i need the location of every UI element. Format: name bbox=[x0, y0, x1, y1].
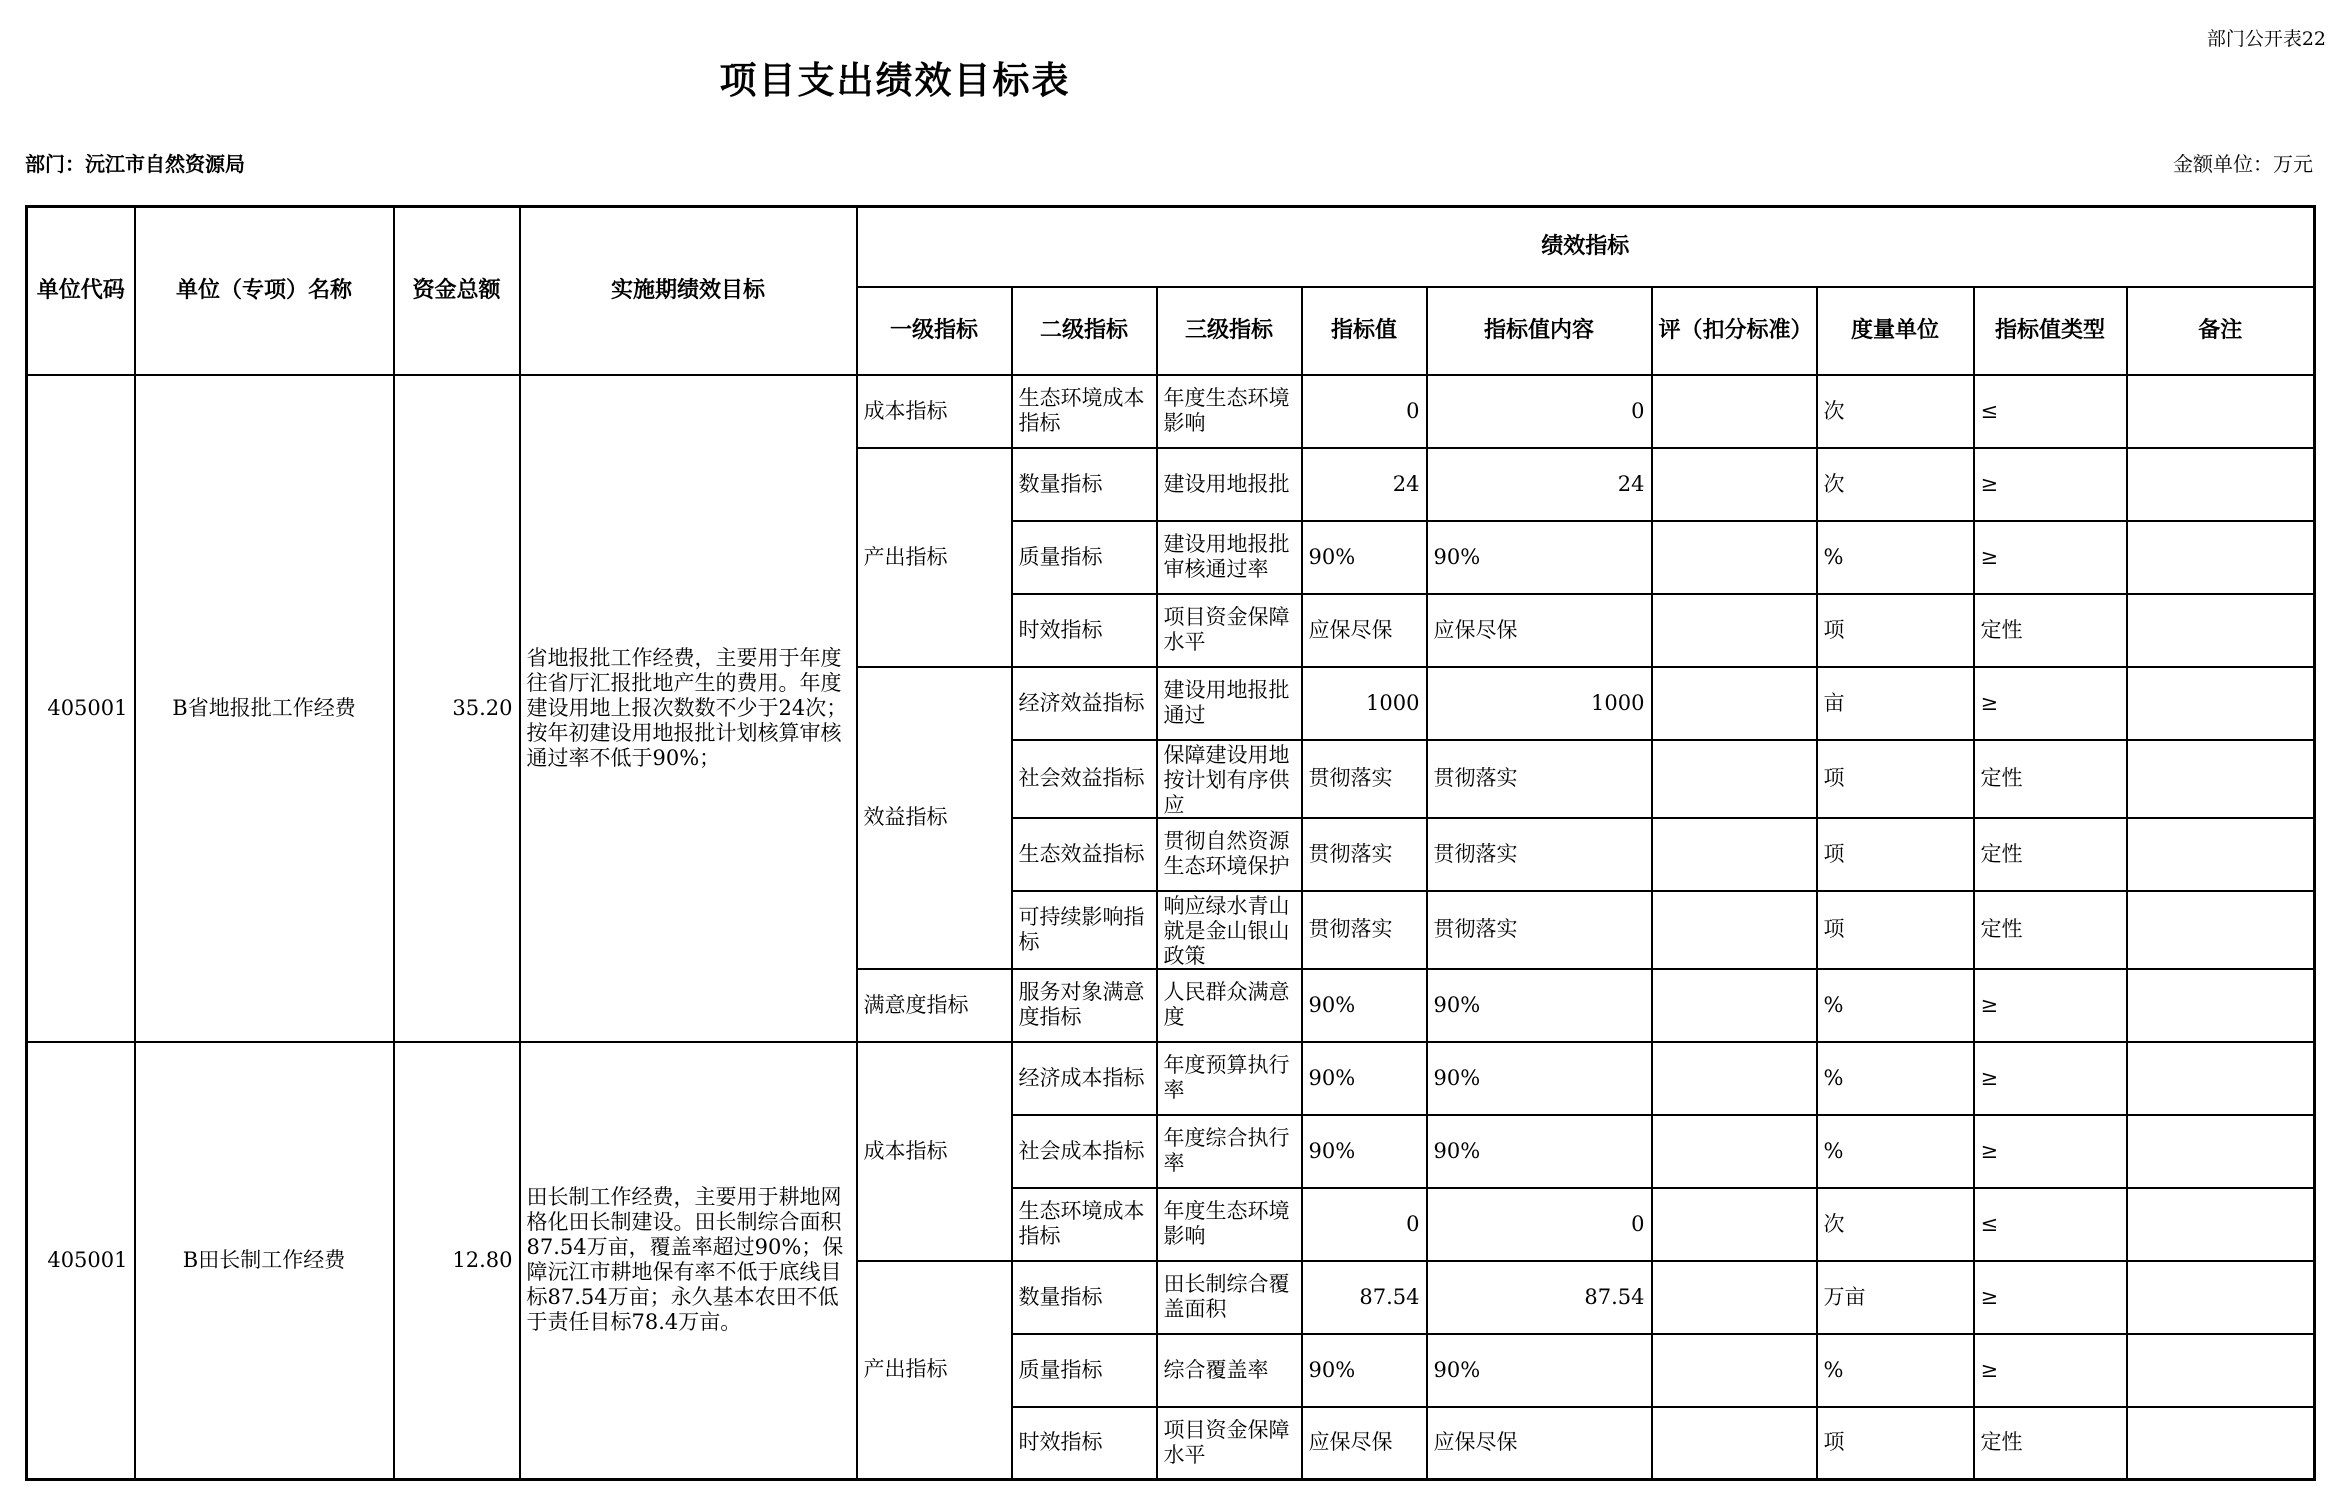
value-content-cell: 0 bbox=[1427, 375, 1652, 448]
level3-text: 建设用地报批 bbox=[1163, 471, 1290, 496]
level2-cell: 社会成本指标 bbox=[1012, 1115, 1157, 1188]
value-content-cell: 90% bbox=[1427, 1042, 1652, 1115]
value-type-cell: ≥ bbox=[1974, 448, 2127, 521]
measure-unit-cell: % bbox=[1817, 521, 1974, 594]
header-measure-unit: 度量单位 bbox=[1817, 287, 1974, 375]
remark-cell bbox=[2127, 818, 2315, 891]
deduction-cell bbox=[1652, 969, 1817, 1042]
table-row bbox=[27, 1042, 2315, 1115]
period-goal-cell: 田长制工作经费，主要用于耕地网格化田长制建设。田长制综合面积87.54万亩，覆盖率超过90%；保障沅江市耕地保有率不低于底线目标87.54万亩；永久基本农田不低于责任目标78.4万亩。 bbox=[520, 1042, 857, 1480]
header-total-funds: 资金总额 bbox=[394, 207, 520, 375]
header-level2: 二级指标 bbox=[1012, 287, 1157, 375]
deduction-cell bbox=[1652, 594, 1817, 667]
level2-cell: 数量指标 bbox=[1012, 1261, 1157, 1334]
value-type-cell: 定性 bbox=[1974, 891, 2127, 969]
deduction-cell bbox=[1652, 1115, 1817, 1188]
value-content-cell: 90% bbox=[1427, 1334, 1652, 1407]
header-perf-group: 绩效指标 bbox=[857, 207, 2315, 287]
value-type-cell: 定性 bbox=[1974, 594, 2127, 667]
page-title: 项目支出绩效目标表 bbox=[719, 58, 1071, 102]
value-cell: 应保尽保 bbox=[1302, 1407, 1427, 1480]
deduction-cell bbox=[1652, 375, 1817, 448]
value-cell: 90% bbox=[1302, 1334, 1427, 1407]
level1-cell: 产出指标 bbox=[857, 448, 1012, 667]
header-unit-code: 单位代码 bbox=[27, 207, 135, 375]
header-value-content: 指标值内容 bbox=[1427, 287, 1652, 375]
value-type-cell: 定性 bbox=[1974, 818, 2127, 891]
level3-cell bbox=[1157, 521, 1302, 594]
value-cell: 0 bbox=[1302, 375, 1427, 448]
level3-cell bbox=[1157, 740, 1302, 818]
department-label: 部门：沅江市自然资源局 bbox=[25, 152, 245, 176]
remark-cell bbox=[2127, 1407, 2315, 1480]
value-cell: 87.54 bbox=[1302, 1261, 1427, 1334]
remark-cell bbox=[2127, 891, 2315, 969]
level3-cell bbox=[1157, 594, 1302, 667]
level3-cell bbox=[1157, 969, 1302, 1042]
value-cell: 贯彻落实 bbox=[1302, 818, 1427, 891]
value-cell: 90% bbox=[1302, 1042, 1427, 1115]
level2-cell: 时效指标 bbox=[1012, 1407, 1157, 1480]
value-cell: 24 bbox=[1302, 448, 1427, 521]
period-goal-cell: 省地报批工作经费，主要用于年度往省厅汇报批地产生的费用。年度建设用地上报次数数不少于24次；按年初建设用地报批计划核算审核通过率不低于90%； bbox=[520, 375, 857, 1042]
remark-cell bbox=[2127, 740, 2315, 818]
value-cell: 0 bbox=[1302, 1188, 1427, 1261]
level3-cell bbox=[1157, 891, 1302, 969]
level1-cell: 成本指标 bbox=[857, 375, 1012, 448]
performance-target-table bbox=[25, 205, 2316, 1481]
value-content-cell: 贯彻落实 bbox=[1427, 818, 1652, 891]
deduction-cell bbox=[1652, 891, 1817, 969]
measure-unit-cell: 次 bbox=[1817, 448, 1974, 521]
measure-unit-cell: % bbox=[1817, 1334, 1974, 1407]
header-deduction: 评（扣分标准） bbox=[1652, 287, 1817, 375]
measure-unit-cell: % bbox=[1817, 1042, 1974, 1115]
unit-code-cell: 405001 bbox=[27, 1042, 135, 1480]
level3-text: 年度生态环境影响 bbox=[1163, 1199, 1290, 1248]
remark-cell bbox=[2127, 667, 2315, 740]
level3-text: 年度预算执行率 bbox=[1163, 1053, 1290, 1102]
level1-cell: 成本指标 bbox=[857, 1042, 1012, 1261]
header-unit-name: 单位（专项）名称 bbox=[135, 207, 394, 375]
remark-cell bbox=[2127, 1261, 2315, 1334]
value-content-cell: 87.54 bbox=[1427, 1261, 1652, 1334]
value-type-cell: 定性 bbox=[1974, 740, 2127, 818]
deduction-cell bbox=[1652, 521, 1817, 594]
measure-unit-cell: 亩 bbox=[1817, 667, 1974, 740]
value-type-cell: ≥ bbox=[1974, 1334, 2127, 1407]
header-remark: 备注 bbox=[2127, 287, 2315, 375]
level2-cell: 时效指标 bbox=[1012, 594, 1157, 667]
value-cell: 贯彻落实 bbox=[1302, 891, 1427, 969]
amount-unit-label: 金额单位：万元 bbox=[2173, 152, 2313, 176]
remark-cell bbox=[2127, 1334, 2315, 1407]
header-level1: 一级指标 bbox=[857, 287, 1012, 375]
value-type-cell: ≥ bbox=[1974, 667, 2127, 740]
deduction-cell bbox=[1652, 1261, 1817, 1334]
deduction-cell bbox=[1652, 740, 1817, 818]
level2-cell: 质量指标 bbox=[1012, 1334, 1157, 1407]
value-type-cell: 定性 bbox=[1974, 1407, 2127, 1480]
level3-text: 年度生态环境影响 bbox=[1163, 386, 1290, 435]
header-period-goal: 实施期绩效目标 bbox=[520, 207, 857, 375]
level3-text: 响应绿水青山就是金山银山政策 bbox=[1163, 893, 1290, 966]
table-row bbox=[27, 375, 2315, 448]
header-value-type: 指标值类型 bbox=[1974, 287, 2127, 375]
level3-cell bbox=[1157, 1407, 1302, 1480]
value-content-cell: 贯彻落实 bbox=[1427, 740, 1652, 818]
remark-cell bbox=[2127, 1188, 2315, 1261]
unit-name-cell: B省地报批工作经费 bbox=[135, 375, 394, 1042]
level3-text: 建设用地报批通过 bbox=[1163, 678, 1290, 727]
deduction-cell bbox=[1652, 448, 1817, 521]
remark-cell bbox=[2127, 1115, 2315, 1188]
value-cell: 90% bbox=[1302, 1115, 1427, 1188]
level2-cell: 质量指标 bbox=[1012, 521, 1157, 594]
remark-cell bbox=[2127, 1042, 2315, 1115]
deduction-cell bbox=[1652, 1334, 1817, 1407]
value-content-cell: 1000 bbox=[1427, 667, 1652, 740]
level3-cell bbox=[1157, 1188, 1302, 1261]
remark-cell bbox=[2127, 448, 2315, 521]
level2-cell: 生态环境成本指标 bbox=[1012, 1188, 1157, 1261]
level3-text: 综合覆盖率 bbox=[1163, 1357, 1269, 1382]
header-value: 指标值 bbox=[1302, 287, 1427, 375]
measure-unit-cell: 次 bbox=[1817, 375, 1974, 448]
measure-unit-cell: 万亩 bbox=[1817, 1261, 1974, 1334]
level2-cell: 经济效益指标 bbox=[1012, 667, 1157, 740]
value-type-cell: ≥ bbox=[1974, 1115, 2127, 1188]
level3-text: 年度综合执行率 bbox=[1163, 1126, 1290, 1175]
level1-cell: 效益指标 bbox=[857, 667, 1012, 969]
measure-unit-cell: % bbox=[1817, 969, 1974, 1042]
value-type-cell: ≤ bbox=[1974, 1188, 2127, 1261]
header-level3: 三级指标 bbox=[1157, 287, 1302, 375]
level3-cell bbox=[1157, 1334, 1302, 1407]
level1-cell: 满意度指标 bbox=[857, 969, 1012, 1042]
level3-cell bbox=[1157, 818, 1302, 891]
level2-cell: 生态环境成本指标 bbox=[1012, 375, 1157, 448]
value-type-cell: ≥ bbox=[1974, 969, 2127, 1042]
value-content-cell: 90% bbox=[1427, 1115, 1652, 1188]
measure-unit-cell: 项 bbox=[1817, 740, 1974, 818]
measure-unit-cell: % bbox=[1817, 1115, 1974, 1188]
measure-unit-cell: 项 bbox=[1817, 594, 1974, 667]
level2-cell: 社会效益指标 bbox=[1012, 740, 1157, 818]
level3-cell bbox=[1157, 448, 1302, 521]
level3-cell bbox=[1157, 667, 1302, 740]
level2-cell: 经济成本指标 bbox=[1012, 1042, 1157, 1115]
deduction-cell bbox=[1652, 1407, 1817, 1480]
level3-text: 人民群众满意度 bbox=[1163, 980, 1290, 1029]
header-row-1 bbox=[27, 207, 2315, 287]
corner-table-number: 部门公开表22 bbox=[2206, 28, 2326, 50]
level3-text: 建设用地报批审核通过率 bbox=[1163, 532, 1290, 581]
value-cell: 贯彻落实 bbox=[1302, 740, 1427, 818]
unit-code-cell: 405001 bbox=[27, 375, 135, 1042]
value-content-cell: 应保尽保 bbox=[1427, 594, 1652, 667]
level3-cell bbox=[1157, 1261, 1302, 1334]
level3-cell bbox=[1157, 1115, 1302, 1188]
value-content-cell: 贯彻落实 bbox=[1427, 891, 1652, 969]
measure-unit-cell: 项 bbox=[1817, 1407, 1974, 1480]
value-content-cell: 应保尽保 bbox=[1427, 1407, 1652, 1480]
level2-cell: 生态效益指标 bbox=[1012, 818, 1157, 891]
value-content-cell: 90% bbox=[1427, 969, 1652, 1042]
remark-cell bbox=[2127, 594, 2315, 667]
level3-cell bbox=[1157, 1042, 1302, 1115]
measure-unit-cell: 项 bbox=[1817, 891, 1974, 969]
level3-text: 保障建设用地按计划有序供应 bbox=[1163, 742, 1290, 815]
level3-cell bbox=[1157, 375, 1302, 448]
level3-text: 贯彻自然资源生态环境保护 bbox=[1163, 829, 1290, 878]
level1-cell: 产出指标 bbox=[857, 1261, 1012, 1480]
value-cell: 90% bbox=[1302, 969, 1427, 1042]
total-funds-cell: 12.80 bbox=[394, 1042, 520, 1480]
value-content-cell: 24 bbox=[1427, 448, 1652, 521]
value-cell: 1000 bbox=[1302, 667, 1427, 740]
value-content-cell: 90% bbox=[1427, 521, 1652, 594]
level3-text: 田长制综合覆盖面积 bbox=[1163, 1272, 1290, 1321]
value-content-cell: 0 bbox=[1427, 1188, 1652, 1261]
total-funds-cell: 35.20 bbox=[394, 375, 520, 1042]
level2-cell: 数量指标 bbox=[1012, 448, 1157, 521]
unit-name-cell: B田长制工作经费 bbox=[135, 1042, 394, 1480]
value-type-cell: ≥ bbox=[1974, 1042, 2127, 1115]
deduction-cell bbox=[1652, 1188, 1817, 1261]
remark-cell bbox=[2127, 375, 2315, 448]
remark-cell bbox=[2127, 969, 2315, 1042]
deduction-cell bbox=[1652, 1042, 1817, 1115]
deduction-cell bbox=[1652, 818, 1817, 891]
level3-text: 项目资金保障水平 bbox=[1163, 1417, 1290, 1467]
value-type-cell: ≥ bbox=[1974, 1261, 2127, 1334]
value-cell: 90% bbox=[1302, 521, 1427, 594]
deduction-cell bbox=[1652, 667, 1817, 740]
level2-cell: 服务对象满意度指标 bbox=[1012, 969, 1157, 1042]
value-type-cell: ≥ bbox=[1974, 521, 2127, 594]
meta-row bbox=[25, 148, 2313, 182]
measure-unit-cell: 项 bbox=[1817, 818, 1974, 891]
level3-text: 项目资金保障水平 bbox=[1163, 605, 1290, 654]
value-type-cell: ≤ bbox=[1974, 375, 2127, 448]
measure-unit-cell: 次 bbox=[1817, 1188, 1974, 1261]
level2-cell: 可持续影响指标 bbox=[1012, 891, 1157, 969]
value-cell: 应保尽保 bbox=[1302, 594, 1427, 667]
remark-cell bbox=[2127, 521, 2315, 594]
